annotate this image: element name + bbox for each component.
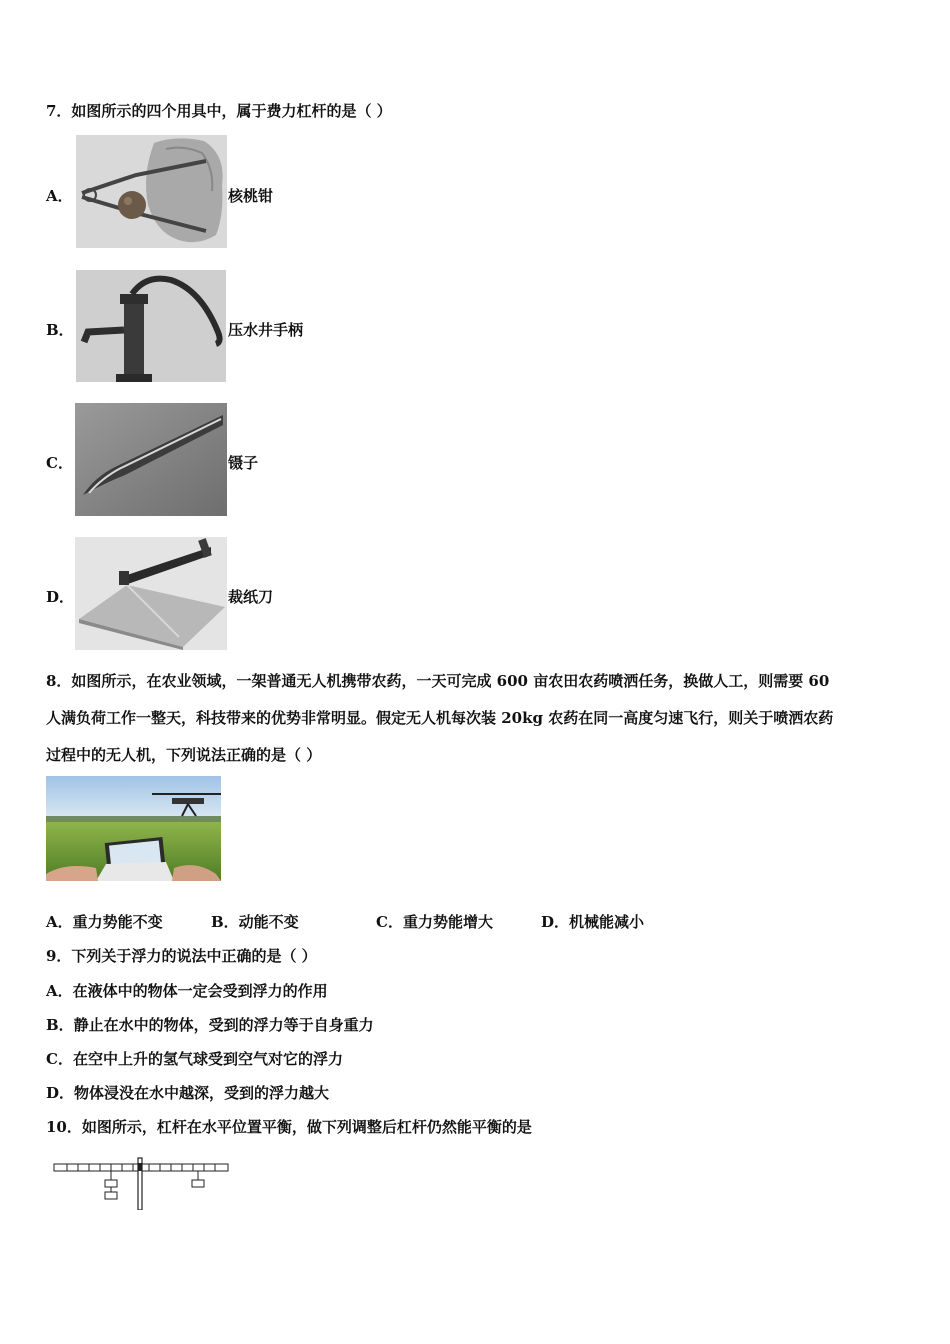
option-a-label: 核桃钳 bbox=[228, 187, 274, 205]
lever-diagram bbox=[50, 1156, 232, 1210]
option-c-label: 镊子 bbox=[228, 454, 259, 472]
q10-stem: 10．如图所示，杠杆在水平位置平衡，做下列调整后杠杆仍然能平衡的是 bbox=[46, 1118, 532, 1136]
q8-stem-line3: 过程中的无人机，下列说法正确的是（ ） bbox=[46, 746, 322, 764]
option-b-label: 压水井手柄 bbox=[228, 321, 304, 339]
paper-cutter-photo bbox=[75, 537, 227, 650]
tweezers-photo bbox=[75, 403, 227, 516]
q8-stem-line2: 人满负荷工作一整天，科技带来的优势非常明显。假定无人机每次装 20kg 农药在同一高度匀速飞行，则关于喷洒农药 bbox=[46, 709, 834, 727]
option-b-letter: B． bbox=[46, 321, 74, 339]
q9-option-d: D．物体浸没在水中越深，受到的浮力越大 bbox=[46, 1084, 330, 1102]
q8-stem-line1: 8．如图所示，在农业领域，一架普通无人机携带农药，一天可完成 600 亩农田农药喷洒任务，换做人工，则需要 60 bbox=[46, 672, 830, 690]
q9-stem: 9．下列关于浮力的说法中正确的是（ ） bbox=[46, 947, 317, 965]
option-a-letter: A． bbox=[46, 187, 73, 205]
option-d-label: 裁纸刀 bbox=[228, 588, 274, 606]
q8-option-a: A．重力势能不变 bbox=[46, 913, 163, 931]
drone-field-photo bbox=[46, 776, 221, 881]
q9-option-c: C．在空中上升的氢气球受到空气对它的浮力 bbox=[46, 1050, 343, 1068]
q9-option-b: B．静止在水中的物体，受到的浮力等于自身重力 bbox=[46, 1016, 374, 1034]
walnut-cracker-photo bbox=[76, 135, 227, 248]
option-c-letter: C． bbox=[46, 454, 73, 472]
q8-option-c: C．重力势能增大 bbox=[376, 913, 493, 931]
q9-option-a: A．在液体中的物体一定会受到浮力的作用 bbox=[46, 982, 328, 1000]
q7-stem: 7．如图所示的四个用具中，属于费力杠杆的是（ ） bbox=[46, 102, 392, 120]
option-d-letter: D． bbox=[46, 588, 75, 606]
q8-option-b: B．动能不变 bbox=[211, 913, 299, 931]
q8-option-d: D．机械能减小 bbox=[541, 913, 645, 931]
water-pump-handle-photo bbox=[76, 270, 226, 382]
